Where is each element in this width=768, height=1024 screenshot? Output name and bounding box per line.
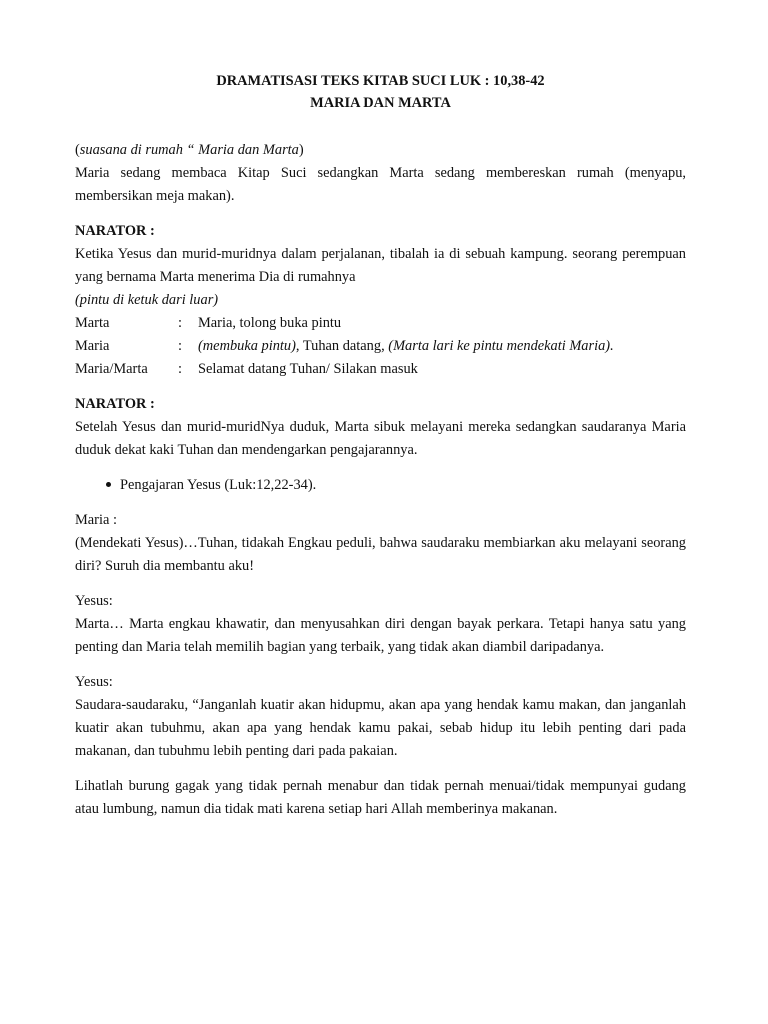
speaker-label: Yesus: xyxy=(75,674,113,690)
dialog-colon: : xyxy=(178,361,182,377)
speaker-label: Maria : xyxy=(75,512,117,528)
dialog-text: Selamat datang Tuhan/ Silakan masuk xyxy=(198,361,418,377)
bullet-icon xyxy=(75,474,120,497)
bullet-list-item xyxy=(75,474,686,497)
speech-paragraph: (Mendekati Yesus)…Tuhan, tidakah Engkau peduli, bahwa saudaraku membiarkan aku melayani seorang diri? Suruh dia membantu aku! xyxy=(75,535,686,574)
dialog-text xyxy=(198,335,686,358)
setting-close-paren: ) xyxy=(298,142,304,158)
setting-line xyxy=(75,139,686,162)
dialog-colon: : xyxy=(178,338,182,354)
dialog-stage-direction: (Marta lari ke pintu mendekati Maria). xyxy=(388,338,614,354)
speech-paragraph: Marta… Marta engkau khawatir, dan menyusahkan diri dengan bayak perkara. Tetapi hanya satu yang penting dan Maria telah memilih bagian yang terbaik, yang tidak akan diambil daripadanya. xyxy=(75,616,686,655)
document-page xyxy=(75,70,686,821)
stage-note: (pintu di ketuk dari luar) xyxy=(75,292,219,308)
intro-paragraph: Maria sedang membaca Kitap Suci sedangkan Marta sedang membereskan rumah (menyapu, membersikan meja makan). xyxy=(75,165,686,204)
narrator-paragraph: Ketika Yesus dan murid-muridnya dalam perjalanan, tibalah ia di sebuah kampung. seorang perempuan yang bernama Marta menerima Dia di rumahnya xyxy=(75,246,686,285)
dialog-row xyxy=(75,358,686,381)
dialog-speaker: Marta xyxy=(75,315,110,331)
speaker-label: Yesus: xyxy=(75,593,113,609)
narrator-label: NARATOR : xyxy=(75,396,155,412)
document-title: DRAMATISASI TEKS KITAB SUCI LUK : 10,38-42 xyxy=(216,73,545,89)
title-block xyxy=(75,70,686,114)
narrator-paragraph: Setelah Yesus dan murid-muridNya duduk, Marta sibuk melayani mereka sedangkan saudaranya Maria duduk dekat kaki Tuhan dan mendengarkan pengajarannya. xyxy=(75,419,686,458)
speech-paragraph: Saudara-saudaraku, “Janganlah kuatir akan hidupmu, akan apa yang hendak kamu makan, dan janganlah kuatir akan tubuhmu, akan apa yang hendak kamu pakai, sebab hidup itu lebih penting dari pada makanan, dan tubuhmu lebih penting dari pada pakaian. xyxy=(75,697,686,759)
closing-paragraph: Lihatlah burung gagak yang tidak pernah menabur dan tidak pernah menuai/tidak mempunyai gudang atau lumbung, namun dia tidak mati karena setiap hari Allah memberinya makanan. xyxy=(75,778,686,817)
narrator-label: NARATOR : xyxy=(75,223,155,239)
dialog-table xyxy=(75,312,686,381)
dialog-speaker: Maria xyxy=(75,338,110,354)
setting-italic: suasana di rumah “ Maria dan Marta xyxy=(79,142,299,158)
setting-open-paren: ( xyxy=(75,142,80,158)
dialog-stage-direction: (membuka pintu) xyxy=(198,338,296,354)
document-subtitle: MARIA DAN MARTA xyxy=(310,95,451,111)
bullet-text: Pengajaran Yesus (Luk:12,22-34). xyxy=(120,477,317,493)
dialog-row xyxy=(75,335,686,358)
dialog-colon: : xyxy=(178,315,182,331)
dialog-speaker: Maria/Marta xyxy=(75,361,148,377)
dialog-text: Maria, tolong buka pintu xyxy=(198,315,342,331)
dialog-row xyxy=(75,312,686,335)
dialog-spoken-text: , Tuhan datang, xyxy=(295,338,389,354)
